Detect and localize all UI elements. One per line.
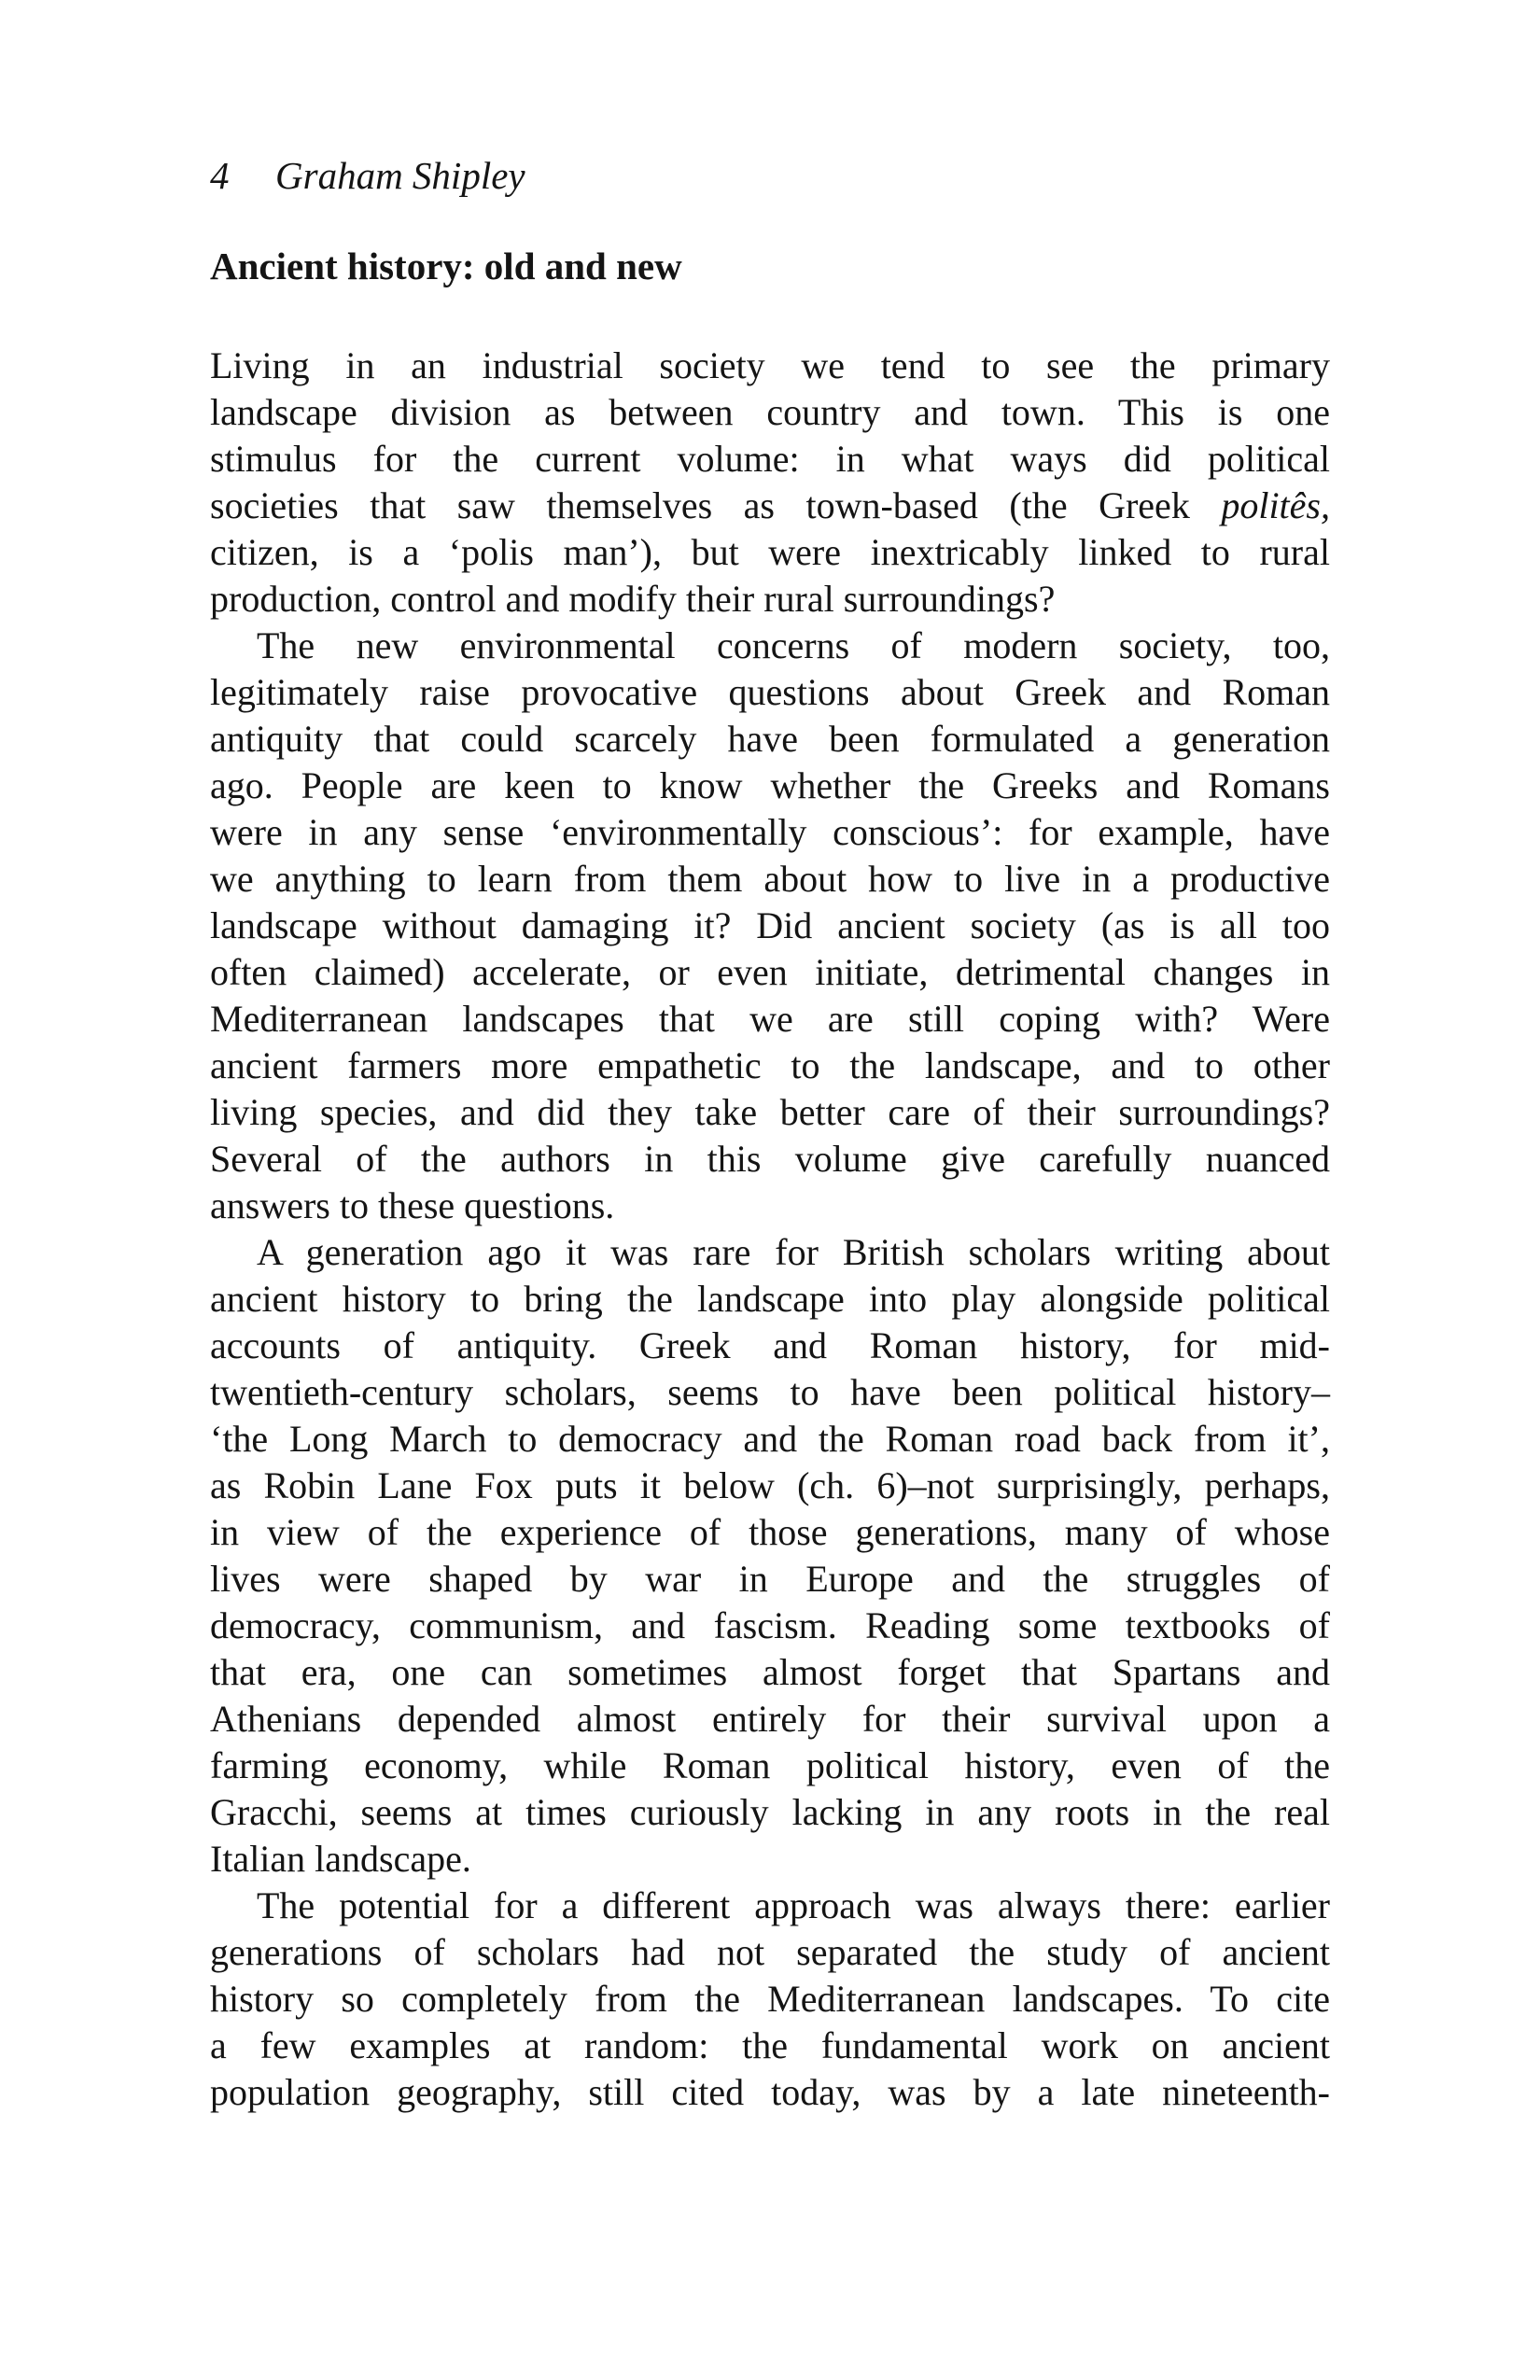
paragraph-3: [210, 1229, 1330, 1883]
text-line: history so completely from the Mediterranean landscapes. To cite: [210, 1978, 1330, 2020]
text-line: ago. People are keen to know whether the Greeks and Romans: [210, 764, 1330, 806]
paragraph-1: [210, 343, 1330, 623]
text-line: generations of scholars had not separated the study of ancient: [210, 1931, 1330, 1973]
text-line: citizen, is a ‘polis man’), but were inextricably linked to rural: [210, 531, 1330, 573]
text-line: Italian landscape.: [210, 1838, 471, 1880]
text-line: democracy, communism, and fascism. Reading some textbooks of: [210, 1604, 1330, 1646]
italic-term-polites: politês,: [1221, 484, 1330, 526]
text-line: living species, and did they take better care of their surroundings?: [210, 1091, 1330, 1133]
text-line: production, control and modify their rural surroundings?: [210, 578, 1056, 620]
text-line: farming economy, while Roman political history, even of the: [210, 1744, 1330, 1786]
text-line: landscape division as between country and town. This is one: [210, 391, 1330, 433]
text-line: landscape without damaging it? Did ancient society (as is all too: [210, 904, 1330, 946]
text-line: A generation ago it was rare for British scholars writing about: [257, 1231, 1330, 1273]
page-number: 4: [210, 154, 230, 197]
text-line: accounts of antiquity. Greek and Roman history, for mid-: [210, 1324, 1330, 1366]
text-line: ancient farmers more empathetic to the landscape, and to other: [210, 1044, 1330, 1086]
text-line: ancient history to bring the landscape into play alongside political: [210, 1278, 1330, 1320]
paragraph-4: [210, 1883, 1330, 2116]
text-line: as Robin Lane Fox puts it below (ch. 6)–not surprisingly, perhaps,: [210, 1464, 1330, 1506]
text-line: in view of the experience of those generations, many of whose: [210, 1511, 1330, 1553]
text-line: often claimed) accelerate, or even initiate, detrimental changes in: [210, 951, 1330, 993]
text-line: Athenians depended almost entirely for their survival upon a: [210, 1698, 1330, 1740]
text-line: were in any sense ‘environmentally conscious’: for example, have: [210, 811, 1330, 853]
text-line: ‘the Long March to democracy and the Roman road back from it’,: [210, 1418, 1330, 1460]
running-head: [210, 155, 525, 196]
text-line-start: societies that saw themselves as town-based (the Greek: [210, 484, 1222, 526]
text-line: The potential for a different approach was always there: earlier: [257, 1884, 1330, 1926]
text-line: a few examples at random: the fundamental work on ancient: [210, 2024, 1330, 2066]
text-line: Gracchi, seems at times curiously lacking in any roots in the real: [210, 1791, 1330, 1833]
text-line: Mediterranean landscapes that we are still coping with? Were: [210, 998, 1330, 1040]
text-line: antiquity that could scarcely have been formulated a generation: [210, 718, 1330, 760]
text-line: stimulus for the current volume: in what ways did political: [210, 438, 1330, 480]
paragraph-2: [210, 623, 1330, 1229]
text-line: answers to these questions.: [210, 1184, 615, 1226]
text-line: [210, 483, 1330, 529]
text-line: lives were shaped by war in Europe and the struggles of: [210, 1558, 1330, 1600]
text-line: Several of the authors in this volume give carefully nuanced: [210, 1138, 1330, 1180]
body-text: [210, 343, 1330, 2116]
running-head-author: Graham Shipley: [275, 154, 525, 197]
text-line: The new environmental concerns of modern society, too,: [257, 624, 1330, 666]
text-line: legitimately raise provocative questions about Greek and Roman: [210, 671, 1330, 713]
section-heading: Ancient history: old and new: [210, 245, 682, 287]
text-line: that era, one can sometimes almost forget that Spartans and: [210, 1651, 1330, 1693]
text-line: we anything to learn from them about how to live in a productive: [210, 858, 1330, 900]
text-line: Living in an industrial society we tend to see the primary: [210, 344, 1330, 386]
text-line: population geography, still cited today, was by a late nineteenth-: [210, 2071, 1330, 2113]
text-line: twentieth-century scholars, seems to have been political history–: [210, 1371, 1330, 1413]
